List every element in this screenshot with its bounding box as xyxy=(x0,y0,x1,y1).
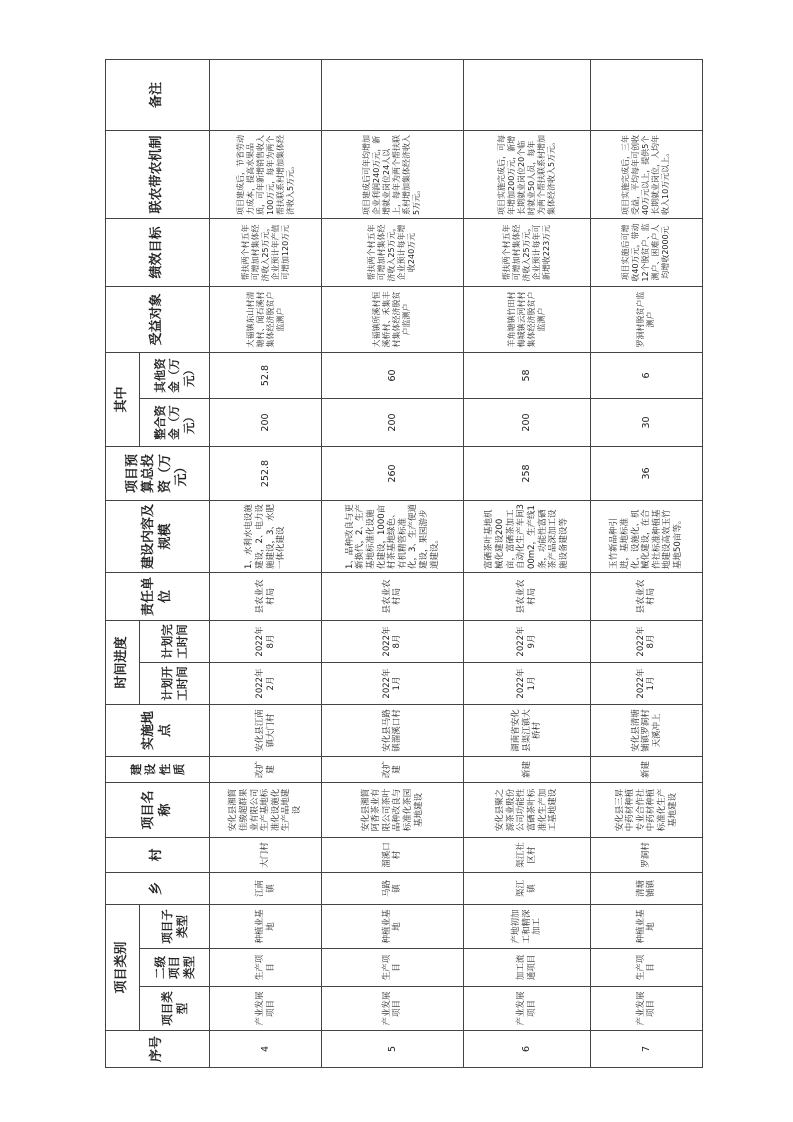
header-schedule: 时间进度 xyxy=(106,620,140,704)
cell-end: 2022年8月 xyxy=(590,620,702,662)
cell-beneficiaries: 羊角塘镇竹田村梅城镇云河村村集体经济脱贫户监测户 xyxy=(463,286,590,352)
cell-location: 安化县清塘铺镇罗洞村天溪冲上 xyxy=(590,705,702,757)
header-responsible: 责任单位 xyxy=(106,572,210,620)
header-category-level2: 二级项目类型 xyxy=(140,949,210,987)
cell-category-level2: 生产项目 xyxy=(322,949,464,987)
cell-location: 安化县马路镇溜溪口村 xyxy=(322,705,464,757)
cell-mechanism: 项目建成后，节省劳动力成本，提高水果品质，可年新增销售收入100万元，每年为两个帮扶联系村增加集体经济收入5万元。 xyxy=(210,130,322,218)
cell-location: 安化县江南镇大门村 xyxy=(210,705,322,757)
cell-project-name: 安化县聚之源茶业股份公司功能性富硒茶叶标准化生产加工基地建设 xyxy=(463,783,590,838)
cell-category-sub: 种植业基地 xyxy=(210,905,322,949)
cell-start: 2022年1月 xyxy=(322,663,464,705)
cell-responsible: 县农业农村局 xyxy=(590,572,702,620)
header-performance: 绩效目标 xyxy=(106,218,210,286)
table-row xyxy=(210,59,322,1067)
header-project-name: 项目名称 xyxy=(106,783,210,838)
cell-other-funds: 58 xyxy=(463,352,590,398)
cell-performance: 帮扶两个村五年可增加村集体经济收入25万元，企业预计每年增收240万元 xyxy=(322,218,464,286)
cell-category-level2: 生产项目 xyxy=(590,949,702,987)
header-remarks: 备注 xyxy=(106,59,210,130)
header-budget: 项目预算总投资（万元） xyxy=(106,446,210,500)
header-village: 村 xyxy=(106,838,210,873)
cell-location: 湖南省安化县渠江镇大桥村 xyxy=(463,705,590,757)
cell-township: 清塘铺镇 xyxy=(590,873,702,905)
cell-budget: 258 xyxy=(463,446,590,500)
cell-content: 玉竹新品种引进，基地标准化、设施化、机械化建设，在合作社标准种植基地建设高效玉竹基地50亩等。 xyxy=(590,500,702,572)
cell-seq: 5 xyxy=(322,1031,464,1068)
cell-category-type: 产业发展项目 xyxy=(463,987,590,1031)
cell-end: 2022年8月 xyxy=(210,620,322,662)
cell-performance: 项目实施后可增收40万元，带动12个脱贫户、监测户、困难户人均增收2000元 xyxy=(590,218,702,286)
cell-category-level2: 生产项目 xyxy=(210,949,322,987)
cell-project-name: 安化县湘简佳骏超群果业有限公司生产基地标准化设施化生产品地建设 xyxy=(210,783,322,838)
cell-responsible: 县农业农村局 xyxy=(463,572,590,620)
cell-category-sub: 产地初加工和精深加工 xyxy=(463,905,590,949)
header-among: 其中 xyxy=(106,352,140,446)
cell-build-nature: 新建 xyxy=(590,757,702,783)
cell-other-funds: 6 xyxy=(590,352,702,398)
cell-integrated-funds: 200 xyxy=(210,398,322,446)
header-other-funds: 其他资金（万元） xyxy=(140,352,210,398)
cell-beneficiaries: 大福镇东山村清塘村、闻石溪村集体经济脱贫户监测户 xyxy=(210,286,322,352)
cell-performance: 帮扶两个村五年可增加村集体经济收入25万元，企业预计年产值可增加120万元 xyxy=(210,218,322,286)
header-mechanism: 联农带农机制 xyxy=(106,130,210,218)
cell-responsible: 县农业农村局 xyxy=(322,572,464,620)
header-content: 建设内容及规模 xyxy=(106,500,210,572)
cell-category-type: 产业发展项目 xyxy=(590,987,702,1031)
cell-other-funds: 60 xyxy=(322,352,464,398)
cell-start: 2022年1月 xyxy=(463,663,590,705)
cell-budget: 36 xyxy=(590,446,702,500)
cell-integrated-funds: 30 xyxy=(590,398,702,446)
cell-remarks xyxy=(463,59,590,130)
cell-mechanism: 项目实施完成后，可每年增加200万元，新增长期就业岗位20个临时就业50人员，每年为两个帮扶联系村增加集体经济收入5万元。 xyxy=(463,130,590,218)
cell-seq: 4 xyxy=(210,1031,322,1068)
cell-mechanism: 项目建成后可年均增加企业利润240万元，新增就业岗位24人以上，每年为两个帮扶联系村增加集体经济收入5万元。 xyxy=(322,130,464,218)
cell-build-nature: 改扩建 xyxy=(322,757,464,783)
cell-seq: 7 xyxy=(590,1031,702,1068)
cell-content: 1、品种改良与更新换代，2、生产基地标准化设施化建设，1000亩村茶基地绿色、有机精管标准化，3、生产便道建设，果园游步道建设。 xyxy=(322,500,464,572)
cell-budget: 260 xyxy=(322,446,464,500)
header-location: 实施地点 xyxy=(106,705,210,757)
cell-village: 溜溪口村 xyxy=(322,838,464,873)
header-integrated-funds: 整合资金（万元） xyxy=(140,398,210,446)
cell-content: 富硒茶叶基地机械化建设200亩，富硒茶加工自动化生产车间300m2，生产线1条，功能性富硒茶产品深加工设施设备建设等 xyxy=(463,500,590,572)
cell-integrated-funds: 200 xyxy=(463,398,590,446)
cell-build-nature: 改扩建 xyxy=(210,757,322,783)
cell-performance: 帮扶两个村五年可增加村集体经济收入25万元，企业预计每年可新增收223万元 xyxy=(463,218,590,286)
header-category-type: 项目类型 xyxy=(140,987,210,1031)
header-seq: 序号 xyxy=(106,1031,210,1068)
cell-project-name: 安化县三昇中药材种植专业合作社中药材种植标准化生产基地建设 xyxy=(590,783,702,838)
cell-seq: 6 xyxy=(463,1031,590,1068)
cell-end: 2022年9月 xyxy=(463,620,590,662)
cell-beneficiaries: 大福镇所溪村恒溪桥村、禾集丰村集体经济脱贫户监测户 xyxy=(322,286,464,352)
cell-category-sub: 种植业基地 xyxy=(590,905,702,949)
cell-category-type: 产业发展项目 xyxy=(322,987,464,1031)
table-row xyxy=(463,59,590,1067)
header-start: 计划开工时间 xyxy=(140,663,210,705)
cell-integrated-funds: 200 xyxy=(322,398,464,446)
cell-village: 大门村 xyxy=(210,838,322,873)
cell-other-funds: 52.8 xyxy=(210,352,322,398)
header-beneficiaries: 受益对象 xyxy=(106,286,210,352)
cell-township: 渠江镇 xyxy=(463,873,590,905)
project-table xyxy=(105,59,703,1068)
cell-category-sub: 种植业基地 xyxy=(322,905,464,949)
header-category-sub: 项目子类型 xyxy=(140,905,210,949)
rotated-page xyxy=(105,83,703,1068)
cell-township: 马路镇 xyxy=(322,873,464,905)
cell-content: 1、水利水电设施建设，2、电力设施建设，3、水肥一体化建设 xyxy=(210,500,322,572)
header-category: 项目类别 xyxy=(106,905,140,1031)
cell-mechanism: 项目实施完成后，三年受益，平均每年可创收40万元以上，提供5个长期就业岗位，人均年收入10万元以上。 xyxy=(590,130,702,218)
header-build-nature: 建设性质 xyxy=(106,757,210,783)
cell-project-name: 安化县湘简阿香茶业有限公司茶叶品种改良与标准化茶园基地建设 xyxy=(322,783,464,838)
cell-end: 2022年8月 xyxy=(322,620,464,662)
cell-start: 2022年1月 xyxy=(590,663,702,705)
header-end: 计划完工时间 xyxy=(140,620,210,662)
cell-remarks xyxy=(590,59,702,130)
cell-category-level2: 加工流通项目 xyxy=(463,949,590,987)
cell-responsible: 县农业农村局 xyxy=(210,572,322,620)
cell-category-type: 产业发展项目 xyxy=(210,987,322,1031)
table-row xyxy=(590,59,702,1067)
cell-village: 罗洞村 xyxy=(590,838,702,873)
cell-township: 江南镇 xyxy=(210,873,322,905)
header-township: 乡 xyxy=(106,873,210,905)
cell-village: 渠江社区村 xyxy=(463,838,590,873)
cell-build-nature: 新建 xyxy=(463,757,590,783)
cell-budget: 252.8 xyxy=(210,446,322,500)
cell-start: 2022年2月 xyxy=(210,663,322,705)
cell-beneficiaries: 罗洞村脱贫户监测户 xyxy=(590,286,702,352)
cell-remarks xyxy=(322,59,464,130)
table-row xyxy=(322,59,464,1067)
cell-remarks xyxy=(210,59,322,130)
